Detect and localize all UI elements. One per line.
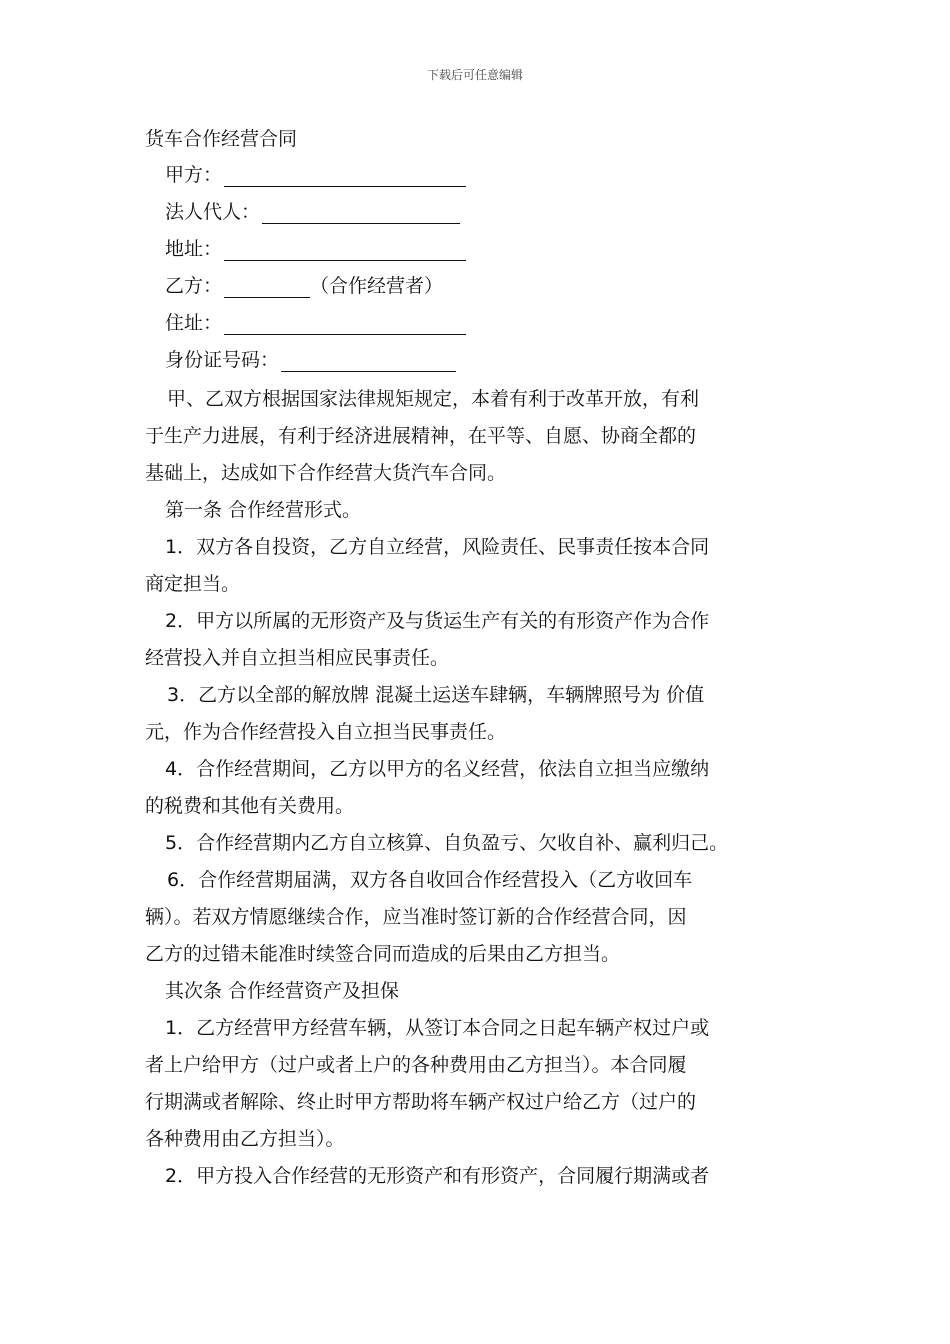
page-header: 下载后可任意编辑 [426, 68, 523, 82]
body-line: 1．双方各自投资，乙方自立经营，风险责任、民事责任按本合同 [165, 536, 710, 558]
body-line: 1．乙方经营甲方经营车辆，从签订本合同之日起车辆产权过户或 [165, 1017, 710, 1039]
body-line: 甲、乙双方根据国家法律规矩规定，本着有利于改革开放，有利 [167, 388, 700, 410]
field-label: 身份证号码： [165, 349, 280, 371]
article-heading: 第一条 合作经营形式。 [165, 499, 362, 521]
body-line: 2．甲方投入合作经营的无形资产和有形资产，合同履行期满或者 [165, 1165, 710, 1187]
field-label: 法人代人： [165, 201, 261, 223]
blank-line [281, 351, 456, 372]
body-line: 乙方的过错未能准时续签合同而造成的后果由乙方担当。 [145, 943, 621, 965]
field-label: 地址： [165, 238, 223, 260]
body-line: 行期满或者解除、终止时甲方帮助将车辆产权过户给乙方（过户的 [145, 1091, 697, 1113]
body-line: 经营投入并自立担当相应民事责任。 [145, 647, 450, 669]
body-line: 元，作为合作经营投入自立担当民事责任。 [145, 721, 507, 743]
body-line: 商定担当。 [145, 573, 241, 595]
field-party-b [165, 271, 830, 298]
body-line: 3．乙方以全部的解放牌 混凝土运送车肆辆，车辆牌照号为 价值 [167, 684, 705, 706]
body-line: 6．合作经营期届满，双方各自收回合作经营投入（乙方收回车 [167, 869, 693, 891]
body-line: 者上户给甲方（过户或者上户的各种费用由乙方担当）。本合同履 [145, 1054, 687, 1076]
field-suffix: （合作经营者） [310, 275, 444, 297]
blank-line [224, 240, 466, 261]
body-line: 辆）。若双方情愿继续合作，应当准时签订新的合作经营合同，因 [145, 906, 687, 928]
field-party-a [165, 160, 830, 187]
article-heading: 其次条 合作经营资产及担保 [165, 980, 400, 1002]
blank-line [224, 166, 466, 187]
blank-line [224, 314, 466, 335]
field-id-number [165, 345, 830, 372]
body-line: 4．合作经营期间，乙方以甲方的名义经营，依法自立担当应缴纳 [165, 758, 710, 780]
document-title: 货车合作经营合同 [145, 128, 298, 150]
body-line: 的税费和其他有关费用。 [145, 795, 355, 817]
body-line: 5．合作经营期内乙方自立核算、自负盈亏、欠收自补、赢利归己。 [165, 832, 729, 854]
body-line: 各种费用由乙方担当）。 [145, 1128, 345, 1150]
field-address [165, 234, 830, 261]
field-residence [165, 308, 830, 335]
field-label: 住址： [165, 312, 223, 334]
body-line: 于生产力进展，有利于经济进展精神，在平等、自愿、协商全都的 [145, 425, 697, 447]
field-label: 甲方： [165, 164, 223, 186]
field-label: 乙方： [165, 275, 223, 297]
field-legal-representative [165, 197, 830, 224]
blank-line [262, 203, 460, 224]
body-line: 基础上，达成如下合作经营大货汽车合同。 [145, 462, 507, 484]
blank-line [224, 277, 310, 298]
body-line: 2．甲方以所属的无形资产及与货运生产有关的有形资产作为合作 [165, 610, 710, 632]
